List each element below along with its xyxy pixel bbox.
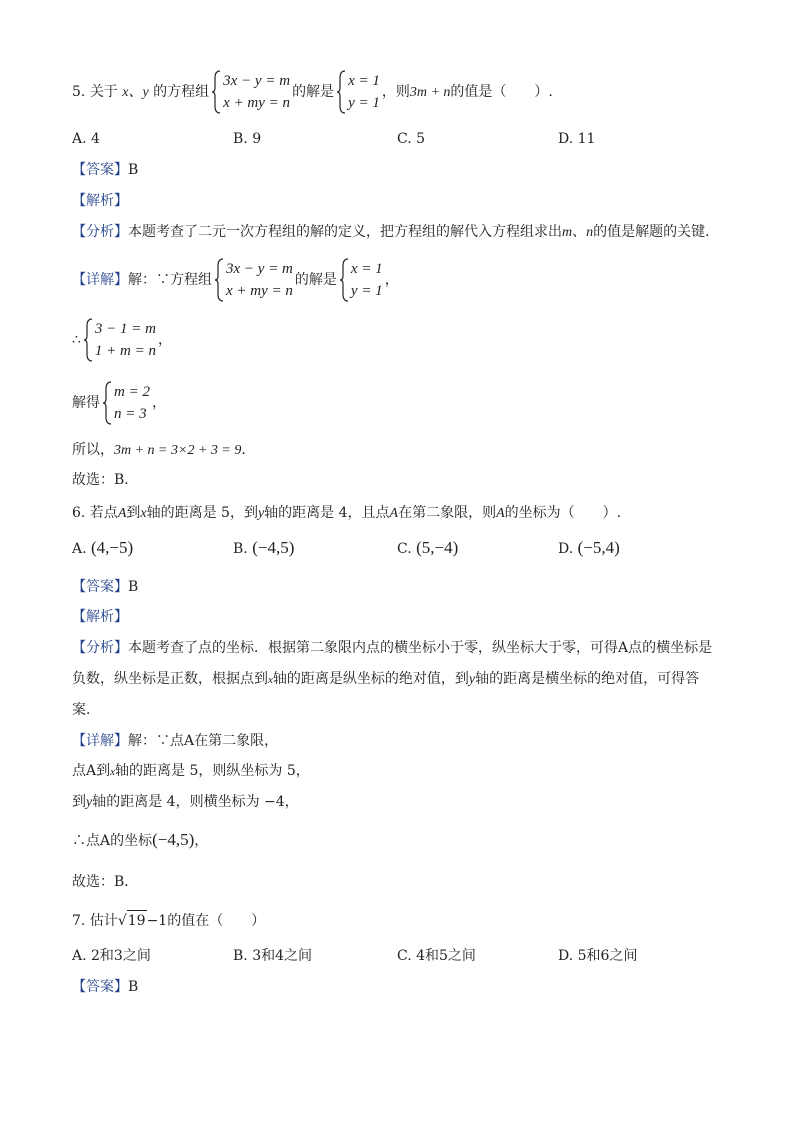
- q6-option-b: [233, 538, 294, 559]
- q7-option-c: C. 4和5之间: [397, 948, 476, 964]
- brace-icon: [214, 258, 224, 302]
- q6-point-a2: A: [389, 506, 399, 521]
- therefore-symbol: ∴: [72, 332, 81, 348]
- q6-option-a: [72, 538, 133, 559]
- q5-so-end: ．: [241, 442, 256, 458]
- q5-eq2: x + my = n: [223, 95, 291, 111]
- q5-so-expr: 3m + n = 3×2 + 3 = 9: [114, 443, 242, 458]
- q5-t-end: ，: [158, 332, 172, 348]
- q6-fenxi-2b: 轴的距离是纵坐标的绝对值，到: [272, 671, 469, 687]
- q6-option-c-value: (5,−4): [416, 538, 459, 557]
- q5-expr: 3m + n: [409, 85, 451, 100]
- answer-tag: 【答案】: [72, 162, 128, 178]
- q7-stem-a: 7. 估计: [72, 913, 118, 929]
- q6-fenxi-2: [72, 669, 699, 690]
- q6-detail-y: y: [86, 795, 93, 810]
- q6-fenxi-1-text: 本题考查了点的坐标．根据第二象限内点的横坐标小于零，纵坐标大于零，可得A点的横坐标是: [128, 640, 713, 656]
- fenxi-tag: 【分析】: [72, 640, 128, 656]
- q7-option-a: A. 2和3之间: [72, 948, 151, 964]
- q6-fenxi-1: [72, 638, 712, 658]
- q6-option-d-value: (−5,4): [577, 538, 620, 557]
- q7-option-d: D. 5和6之间: [558, 948, 638, 964]
- q5-fenxi-end: 的值是解题的关键．: [593, 224, 720, 240]
- q5-mid: 的方程组: [153, 84, 210, 100]
- q6-x: x: [140, 506, 147, 521]
- q6-option-a-label: A.: [72, 541, 87, 557]
- q6-analysis-heading: [72, 607, 128, 627]
- q7-answer: [72, 977, 138, 997]
- q5-after: ，则: [381, 84, 410, 100]
- detail-tag: 【详解】: [72, 272, 128, 288]
- q7-sqrt-value: 19: [127, 910, 147, 931]
- q6-option-c: [397, 538, 458, 559]
- q5-system: [211, 70, 290, 114]
- q5-vars: x、y: [122, 85, 149, 100]
- q6-detail-4: [72, 830, 208, 851]
- q5-detail-eq1: 3x − y = m: [226, 261, 293, 277]
- q6-option-b-label: B.: [233, 541, 248, 557]
- q6-stem-f: 的坐标为（ ）.: [504, 505, 622, 521]
- q6-option-c-label: C.: [397, 541, 412, 557]
- q5-detail-sol2: y = 1: [350, 283, 383, 299]
- answer-tag: 【答案】: [72, 579, 128, 595]
- q5-option-c: C. 5: [397, 131, 426, 147]
- q5-solve-prefix: 解得: [72, 395, 100, 411]
- q5-solve-system: [102, 381, 150, 425]
- q6-fenxi-2c: 轴的距离是横坐标的绝对值，可得答: [475, 671, 700, 687]
- fenxi-tag: 【分析】: [72, 224, 128, 240]
- q5-detail-solution: [339, 258, 383, 302]
- q6-option-d-label: D.: [558, 541, 574, 557]
- q7-answer-value: B: [128, 979, 139, 995]
- q5-s-eq1: m = 2: [114, 384, 150, 400]
- q6-detail-1-text: 解：∵点A在第二象限，: [128, 733, 279, 749]
- q7-stem-b: −1的值在（ ）: [146, 913, 266, 929]
- q5-sol1: x = 1: [348, 73, 380, 89]
- q5-detail-b: 的解是: [294, 272, 337, 288]
- q6-detail-3b: 轴的距离是 4，则横坐标为 −4，: [92, 794, 299, 810]
- q5-fenxi-sep: 、: [572, 224, 587, 240]
- q6-fenxi-x: x: [268, 674, 273, 686]
- q6-answer-value: B: [128, 579, 139, 595]
- q5-fenxi-m: m: [562, 225, 573, 240]
- q5-number: 5.: [72, 84, 86, 100]
- q6-detail-4c: ，: [194, 833, 209, 849]
- q6-choose: 故选：B．: [72, 874, 139, 890]
- q5-answer: [72, 160, 138, 180]
- q5-therefore-system: [83, 318, 156, 362]
- q6-stem-b: 到: [126, 505, 141, 521]
- q5-choose: 故选：B．: [72, 472, 139, 488]
- q5-s-eq2: n = 3: [114, 406, 147, 422]
- q5-eq1: 3x − y = m: [223, 73, 291, 89]
- brace-icon: [211, 70, 221, 114]
- q5-sol2: y = 1: [348, 95, 380, 111]
- q5-detail: [72, 256, 399, 304]
- analysis-tag: 【解析】: [72, 609, 128, 625]
- q5-stem: [72, 68, 553, 117]
- q6-option-b-value: (−4,5): [252, 538, 295, 557]
- q5-option-b: B. 9: [233, 131, 262, 147]
- brace-icon: [336, 70, 346, 114]
- q5-detail-c: ，: [384, 272, 399, 288]
- q6-stem-e: 在第二象限，则: [398, 505, 497, 521]
- q6-y: y: [257, 506, 265, 521]
- q6-point-a: A: [117, 506, 127, 521]
- q6-detail-2a: 点A到: [72, 763, 111, 779]
- q5-solution: [336, 70, 380, 114]
- brace-icon: [83, 318, 93, 362]
- q7-stem: [72, 910, 265, 931]
- q5-t-eq2: 1 + m = n: [94, 343, 156, 359]
- brace-icon: [102, 381, 112, 425]
- q6-detail-4a: ∴点A的坐标: [72, 833, 153, 849]
- q7-option-b: B. 3和4之间: [233, 948, 313, 964]
- q5-so-text: 所以，: [72, 442, 114, 458]
- q6-stem-a: 6. 若点: [72, 505, 118, 521]
- q5-analysis-heading: [72, 191, 128, 211]
- q6-fenxi-y: y: [468, 672, 476, 687]
- q6-fenxi-3: 案．: [72, 702, 100, 718]
- q5-detail-eq2: x + my = n: [226, 283, 293, 299]
- q6-point-a3: A: [496, 506, 505, 521]
- q5-end: 的值是（ ）.: [450, 84, 553, 100]
- answer-tag: 【答案】: [72, 979, 128, 995]
- q5-detail-a: 解：∵方程组: [128, 272, 212, 288]
- q6-detail-1: [72, 731, 278, 751]
- q5-answer-value: B: [128, 162, 139, 178]
- q5-sol-text: 的解是: [292, 84, 335, 100]
- q6-detail-4b: (−4,5): [152, 830, 195, 849]
- q6-detail-2b: 轴的距离是 5，则纵坐标为 5，: [115, 763, 310, 779]
- q5-therefore: [72, 316, 172, 364]
- q5-detail-sol1: x = 1: [350, 261, 383, 277]
- q6-detail-3a: 到: [72, 794, 86, 810]
- q6-option-a-value: (4,−5): [91, 538, 134, 557]
- q5-prefix: 关于: [89, 84, 118, 100]
- sqrt-icon: √: [117, 913, 127, 929]
- brace-icon: [339, 258, 349, 302]
- analysis-tag: 【解析】: [72, 193, 128, 209]
- q5-option-d: D. 11: [558, 131, 596, 147]
- q6-fenxi-2a: 负数，纵坐标是正数，根据点到: [72, 671, 268, 687]
- q5-fenxi-text: 本题考查了二元一次方程组的解的定义，把方程组的解代入方程组求出: [128, 224, 562, 240]
- q5-fenxi: [72, 222, 719, 243]
- q6-stem-c: 轴的距离是 5，到: [146, 505, 258, 521]
- q6-detail-x: x: [110, 766, 116, 778]
- q6-answer: [72, 577, 138, 597]
- q6-stem: [72, 503, 621, 524]
- q5-fenxi-n: n: [586, 225, 594, 240]
- q5-solve: [72, 379, 166, 427]
- q5-option-a: A. 4: [72, 131, 100, 147]
- q5-s-end: ，: [151, 395, 166, 411]
- q6-detail-2: [72, 761, 310, 782]
- q5-detail-system: [214, 258, 293, 302]
- detail-tag: 【详解】: [72, 733, 128, 749]
- q6-detail-3: [72, 792, 299, 813]
- q6-stem-d: 轴的距离是 4，且点: [264, 505, 390, 521]
- q6-option-d: [558, 538, 620, 559]
- q5-t-eq1: 3 − 1 = m: [94, 321, 156, 337]
- q5-so: [72, 440, 255, 461]
